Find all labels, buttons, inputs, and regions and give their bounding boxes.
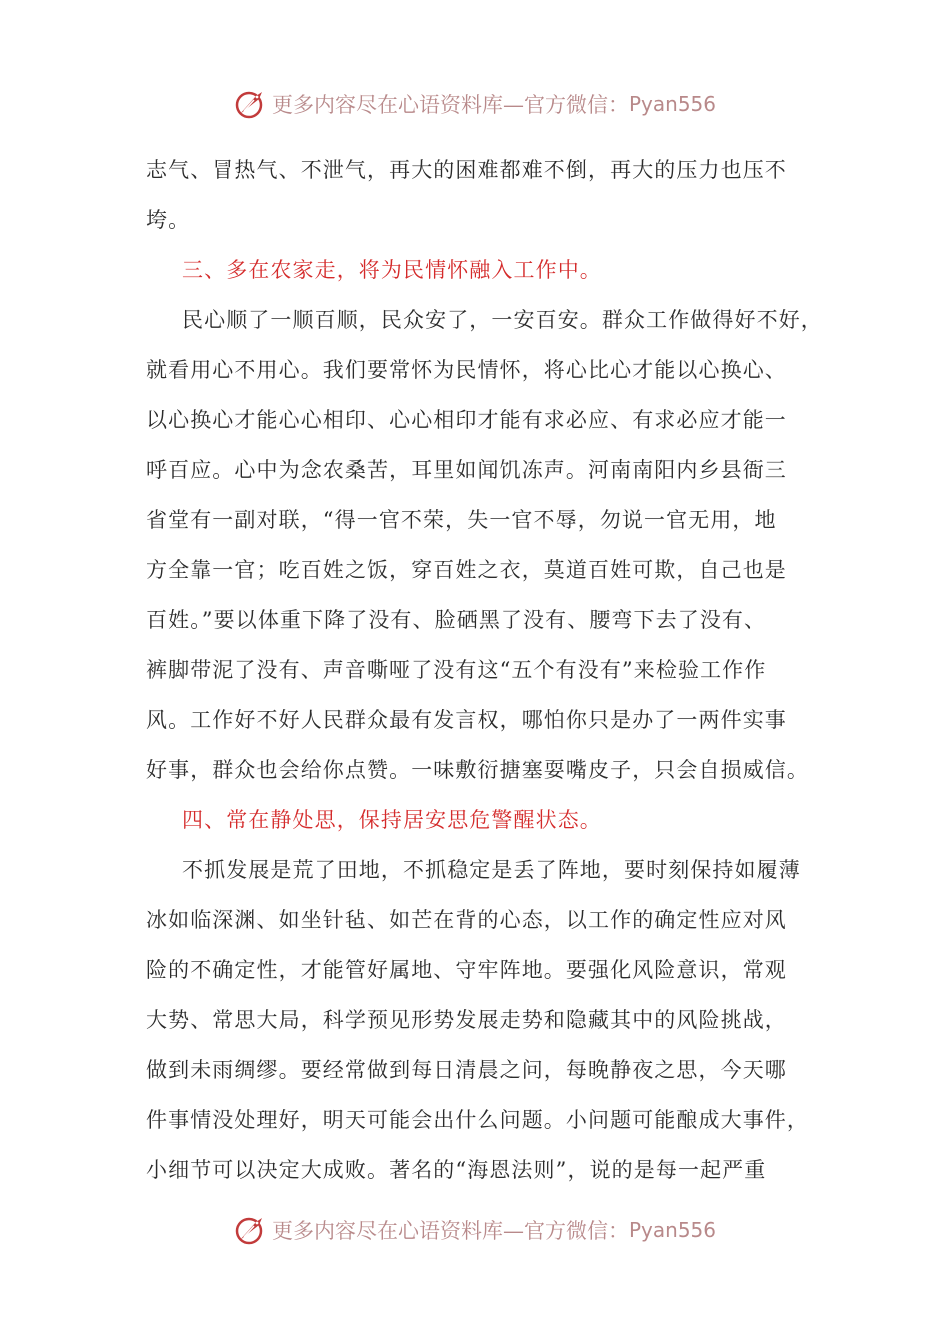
watermark-wechat-id: Pyan556 [628,1218,716,1242]
body-line: 不抓发展是荒了田地，不抓稳定是丢了阵地，要时刻保持如履薄 [182,858,801,882]
section-heading: 四、常在静处思，保持居安思危警醒状态。 [182,808,602,832]
body-line: 以心换心才能心心相印、心心相印才能有求必应、有求必应才能一 [146,408,787,432]
body-line: 呼百应。心中为念农桑苦，耳里如闻饥冻声。河南南阳内乡县衙三 [146,458,787,482]
pen-logo-icon [234,1213,268,1247]
body-line: 省堂有一副对联，“得一官不荣，失一官不辱，勿说一官无用，地 [146,508,777,532]
body-line: 大势、常思大局，科学预见形势发展走势和隐藏其中的风险挑战， [146,1008,787,1032]
body-line: 冰如临深渊、如坐针毡、如芒在背的心态，以工作的确定性应对风 [146,908,787,932]
header-watermark [0,84,950,124]
body-line: 垮。 [146,208,191,232]
watermark-wechat-id: Pyan556 [628,92,716,116]
body-line: 志气、冒热气、不泄气，再大的困难都难不倒，再大的压力也压不 [146,158,787,182]
body-line: 险的不确定性，才能管好属地、守牢阵地。要强化风险意识，常观 [146,958,787,982]
footer-watermark [0,1210,950,1250]
body-line: 裤脚带泥了没有、声音嘶哑了没有这“五个有没有”来检验工作作 [146,658,767,682]
body-line: 小细节可以决定大成败。著名的“海恩法则”，说的是每一起严重 [146,1158,767,1182]
watermark-text: 更多内容尽在心语资料库—官方微信： [271,93,629,117]
body-line: 风。工作好不好人民群众最有发言权，哪怕你只是办了一两件实事 [146,708,787,732]
body-line: 民心顺了一顺百顺，民众安了，一安百安。群众工作做得好不好， [182,308,823,332]
section-heading: 三、多在农家走，将为民情怀融入工作中。 [182,258,602,282]
watermark-text: 更多内容尽在心语资料库—官方微信： [271,1219,629,1243]
body-line: 件事情没处理好，明天可能会出什么问题。小问题可能酿成大事件， [146,1108,809,1132]
pen-logo-icon [234,87,268,121]
body-line: 就看用心不用心。我们要常怀为民情怀，将心比心才能以心换心、 [146,358,787,382]
body-line: 百姓。”要以体重下降了没有、脸硒黑了没有、腰弯下去了没有、 [146,608,767,632]
body-line: 好事，群众也会给你点赞。一味敷衍搪塞耍嘴皮子，只会自损威信。 [146,758,809,782]
body-line: 方全靠一官；吃百姓之饭，穿百姓之衣，莫道百姓可欺，自己也是 [146,558,787,582]
body-line: 做到未雨绸缪。要经常做到每日清晨之问，每晚静夜之思，今天哪 [146,1058,787,1082]
